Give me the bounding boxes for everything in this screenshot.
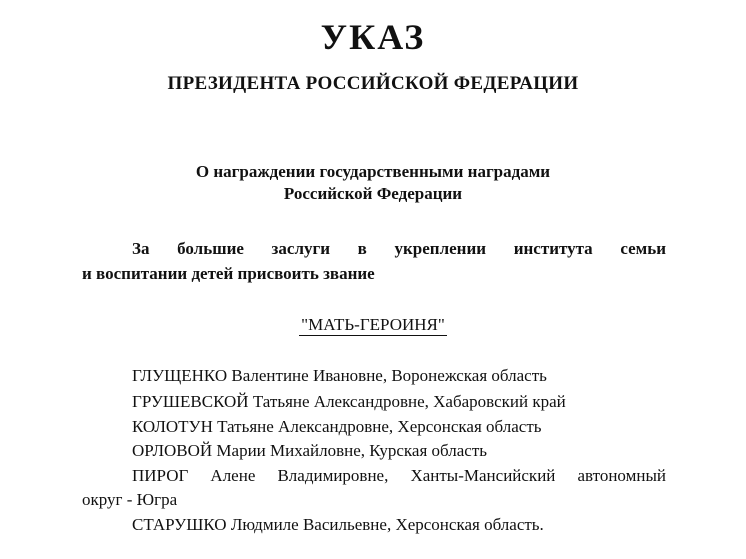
recipient-line: СТАРУШКО Людмиле Васильевне, Херсонская область. [132, 515, 544, 534]
subject-line-2: Российской Федерации [283, 184, 463, 203]
paragraph-line-1: За большие заслуги в укреплении института семьи [132, 239, 666, 258]
document-title: УКАЗ [320, 17, 426, 57]
document-subtitle: ПРЕЗИДЕНТА РОССИЙСКОЙ ФЕДЕРАЦИИ [167, 73, 579, 94]
award-title-text: "МАТЬ-ГЕРОИНЯ" [301, 315, 445, 334]
recipient-line: ГРУШЕВСКОЙ Татьяне Александровне, Хабаровский край [132, 392, 566, 411]
award-title [0, 315, 746, 335]
recipient-line: ОРЛОВОЙ Марии Михайловне, Курская область [132, 441, 487, 460]
recipient-line-continuation: округ - Югра [82, 490, 178, 509]
recipient-line: КОЛОТУН Татьяне Александровне, Херсонская область [132, 417, 542, 436]
recipient-line: ПИРОГ Алене Владимировне, Ханты-Мансийский автономный [132, 466, 666, 485]
recipient-line: ГЛУЩЕНКО Валентине Ивановне, Воронежская область [132, 366, 547, 385]
subject-line-1: О награждении государственными наградами [195, 162, 551, 181]
paragraph-line-2: и воспитании детей присвоить звание [82, 264, 375, 283]
